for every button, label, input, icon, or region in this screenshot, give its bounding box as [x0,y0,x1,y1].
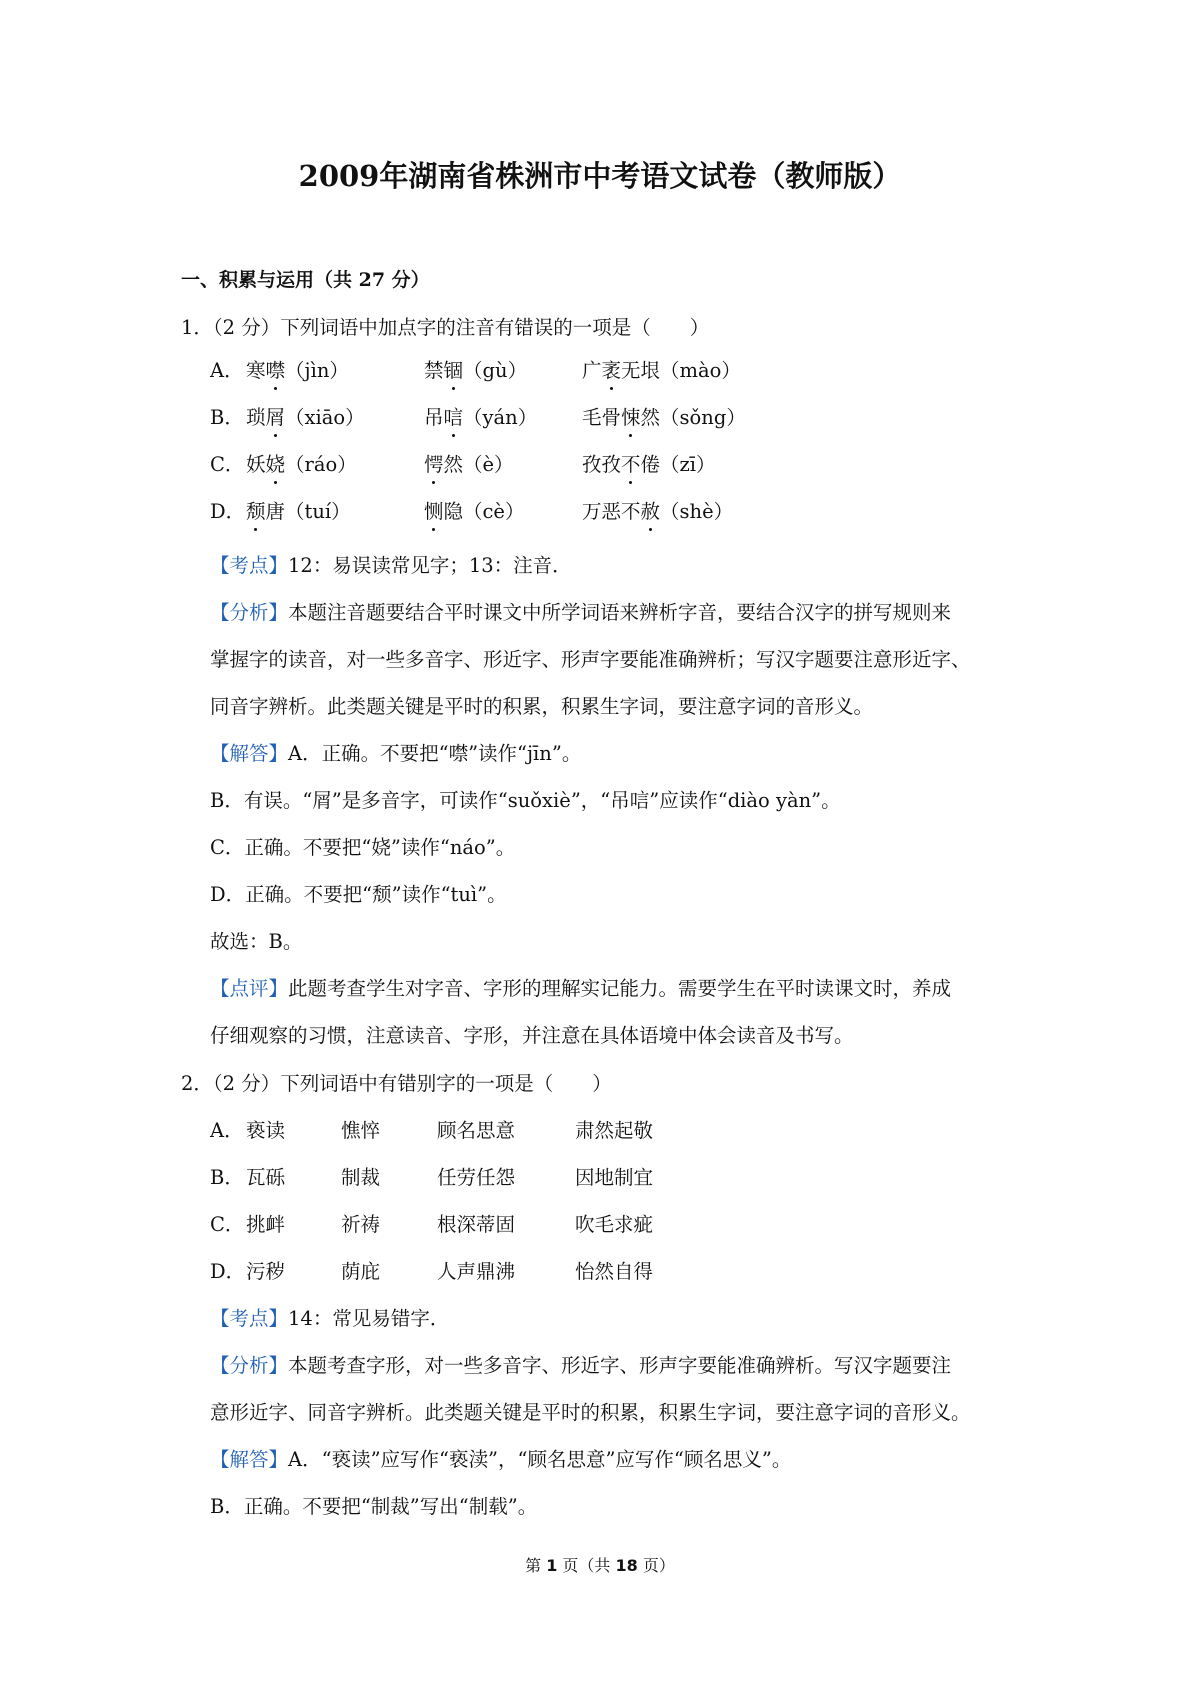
option-word-1: 瓦砾 [246,1166,286,1189]
option-word-3: 毛骨悚然（sǒng） [582,404,746,432]
option-word-1: 污秽 [246,1260,286,1283]
q2-fenxi: 【分析】本题考查字形，对一些多音字、形近字、形声字要能准确辨析。写汉字题要注 [210,1354,952,1377]
emphasis-dot-char: 不 [621,451,641,479]
q1-dianping-line2: 仔细观察的习惯，注意读音、字形，并注意在具体语境中体会读音及书写。 [210,1024,854,1047]
q2-kaodian: 【考点】14：常见易错字． [210,1307,450,1330]
q1-fenxi-line3: 同音字辨析。此类题关键是平时的积累，积累生字词，要注意字词的音形义。 [210,695,874,718]
option-word-3: 广袤无垠（mào） [582,357,741,385]
dianping-tag: 【点评】 [210,977,289,1000]
option-word-3: 顾名思意 [437,1119,516,1142]
fenxi-tag: 【分析】 [210,1354,289,1377]
page-footer: 第 1 页（共 18 页） [525,1556,675,1575]
option-word-3: 根深蒂固 [437,1213,516,1236]
kaodian-tag: 【考点】 [210,554,289,577]
kaodian-tag: 【考点】 [210,1307,289,1330]
q1-dianping: 【点评】此题考查学生对字音、字形的理解实记能力。需要学生在平时读课文时，养成 [210,977,952,1000]
page-total: 18 [615,1556,638,1575]
emphasis-dot-char: 颓 [246,498,266,526]
q2-fenxi-line2: 意形近字、同音字辨析。此类题关键是平时的积累，积累生字词，要注意字词的音形义。 [210,1401,971,1424]
option-word-3: 人声鼎沸 [437,1260,516,1283]
emphasis-dot-char: 愕 [424,451,444,479]
q1-stem: 1．（2 分）下列词语中加点字的注音有错误的一项是（ ） [181,316,710,339]
q1-jieda: 【解答】A．正确。不要把“噤”读作“jīn”。 [210,742,582,765]
emphasis-dot-char: 袤 [602,357,622,385]
option-word-3: 万恶不赦（shè） [582,498,733,526]
option-word-4: 怡然自得 [575,1260,654,1283]
option-label: B． [210,1166,244,1189]
jieda-tag: 【解答】 [210,1448,289,1471]
option-word-4: 吹毛求疵 [575,1213,654,1236]
option-word-2: 吊唁（yán） [424,404,537,432]
emphasis-dot-char: 屑 [266,404,286,432]
option-label: A． [210,1119,244,1142]
option-word-1: 亵读 [246,1119,286,1142]
q1-jieda-c: C．正确。不要把“娆”读作“náo”。 [210,836,516,859]
emphasis-dot-char: 悚 [621,404,641,432]
q2-stem: 2．（2 分）下列词语中有错别字的一项是（ ） [181,1072,612,1095]
q1-jieda-b: B．有误。“屑”是多音字，可读作“suǒxiè”，“吊唁”应读作“diào yàn”。 [210,789,841,812]
page-title: 2009年湖南省株洲市中考语文试卷（教师版） [298,159,902,193]
q2-jieda-b: B．正确。不要把“制裁”写出“制载”。 [210,1495,538,1518]
option-word-3: 孜孜不倦（zī） [582,451,716,479]
option-word-1: 挑衅 [246,1213,286,1236]
q1-fenxi-line2: 掌握字的读音，对一些多音字、形近字、形声字要能准确辨析；写汉字题要注意形近字、 [210,648,971,671]
option-word-4: 肃然起敬 [575,1119,654,1142]
option-word-4: 因地制宜 [575,1166,654,1189]
fenxi-tag: 【分析】 [210,601,289,624]
option-label: C． [210,453,245,476]
q2-jieda: 【解答】A．“亵读”应写作“亵渎”，“顾名思意”应写作“顾名思义”。 [210,1448,792,1471]
option-label: B． [210,406,244,429]
option-word-2: 愕然（è） [424,451,514,479]
emphasis-dot-char: 恻 [424,498,444,526]
q1-fenxi: 【分析】本题注音题要结合平时课文中所学词语来辨析字音，要结合汉字的拼写规则来 [210,601,952,624]
option-word-1: 妖娆（ráo） [246,451,357,479]
emphasis-dot-char: 锢 [444,357,464,385]
emphasis-dot-char: 娆 [266,451,286,479]
option-word-2: 祈祷 [341,1213,381,1236]
emphasis-dot-char: 唁 [444,404,464,432]
q1-answer: 故选：B。 [210,930,303,953]
q1-jieda-d: D．正确。不要把“颓”读作“tuì”。 [210,883,507,906]
option-word-1: 寒噤（jìn） [246,357,349,385]
option-word-3: 任劳任怨 [437,1166,516,1189]
option-word-2: 恻隐（cè） [424,498,524,526]
option-word-1: 琐屑（xiāo） [246,404,365,432]
option-label: D． [210,500,246,523]
option-word-2: 制裁 [341,1166,381,1189]
q1-kaodian: 【考点】12：易误读常见字；13：注音． [210,554,572,577]
option-label: A． [210,359,244,382]
option-word-2: 禁锢（gù） [424,357,527,385]
emphasis-dot-char: 赦 [641,498,661,526]
option-label: C． [210,1213,245,1236]
option-word-2: 荫庇 [341,1260,381,1283]
emphasis-dot-char: 噤 [266,357,286,385]
page-number: 1 [546,1556,558,1575]
option-label: D． [210,1260,246,1283]
section-heading: 一、积累与运用（共 27 分） [181,269,430,291]
option-word-2: 憔悴 [341,1119,381,1142]
jieda-tag: 【解答】 [210,742,289,765]
option-word-1: 颓唐（tuí） [246,498,351,526]
